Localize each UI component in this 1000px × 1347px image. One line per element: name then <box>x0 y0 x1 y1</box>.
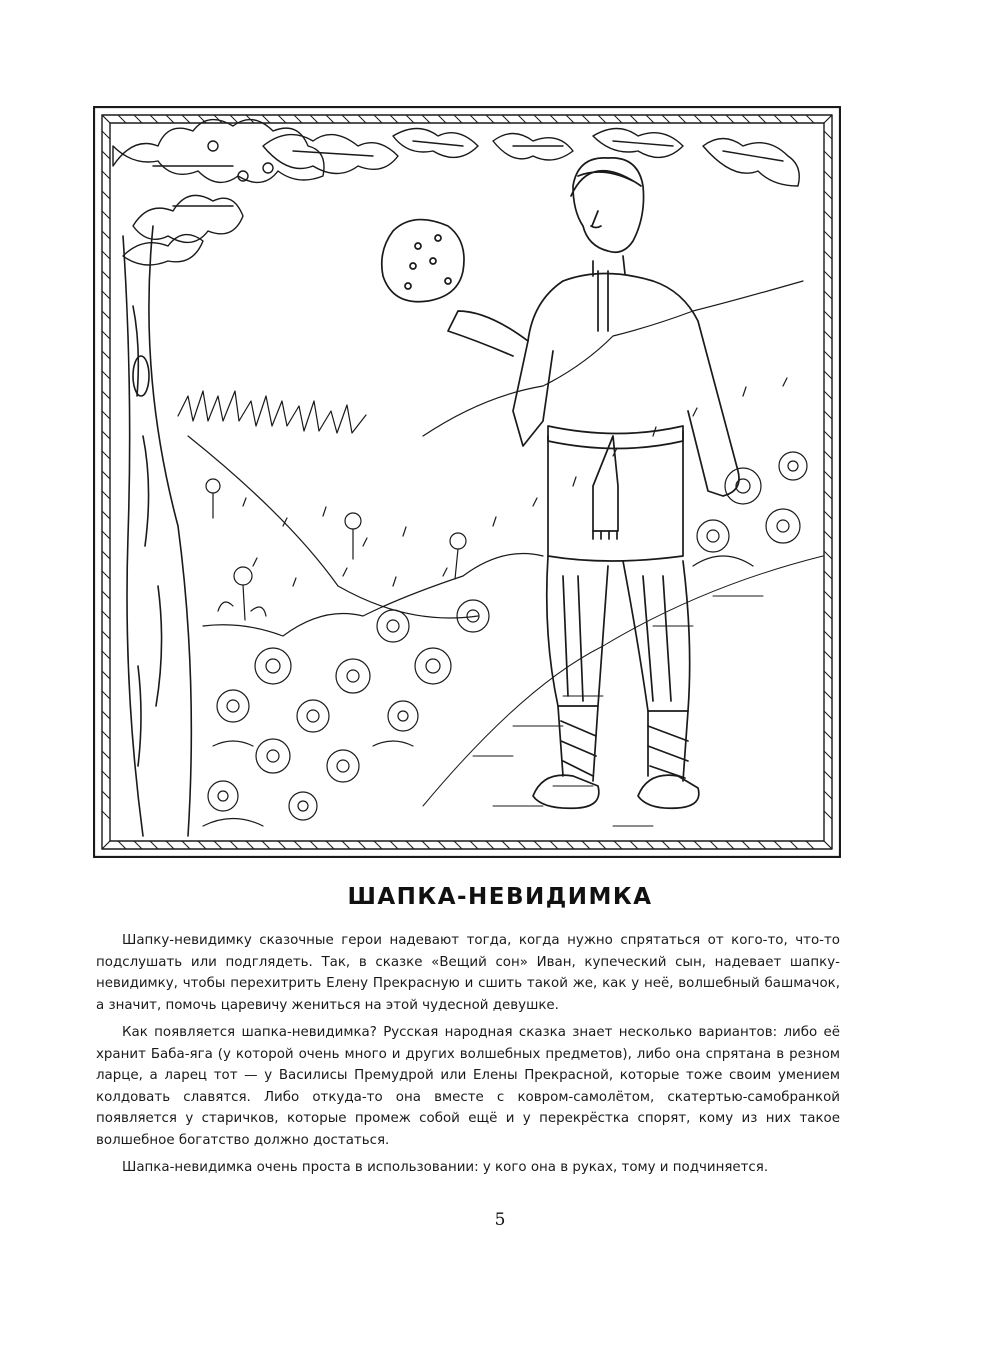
young-man <box>382 158 739 808</box>
page-number: 5 <box>494 1210 506 1230</box>
coloring-illustration-icon <box>93 106 841 858</box>
path <box>423 556 823 826</box>
flower-bushes <box>203 452 807 826</box>
paragraph: Как появляется шапка-невидимка? Русская народная сказка знает несколько вариантов: либо её хранит Баба-яга (у которой очень много и других волшебных предметов), либо она спрятана в резном ларце, а ларец тот — у Василисы Премудрой или Елены Прекрасной, которые тоже своим умением колдовать славятся. Либо откуда-то она вместе с ковром-самолётом, скатертью-самобранкой появляется у старичков, которые промеж собой ещё и у перекрёстка спорят, кому из них такое волшебное богатство должно достаться. <box>96 1025 840 1148</box>
paragraph: Шапку-невидимку сказочные герои надевают тогда, когда нужно спрятаться от кого-то, что-то подслушать или подглядеть. Так, в сказке «Вещий сон» Иван, купеческий сын, надевает шапку-невидимку, чтобы перехитрить Елену Прекрасную и сшить такой же, как у неё, волшебный башмачок, а значит, помочь царевичу жениться на этой чудесной девушке. <box>96 933 840 1013</box>
meadow <box>178 281 803 636</box>
oak-trunk <box>123 226 191 836</box>
body-text <box>96 930 840 1185</box>
oak-leaves <box>113 120 799 265</box>
frame-border <box>94 107 840 857</box>
page-title: ШАПКА-НЕВИДИМКА <box>347 884 653 910</box>
invisibility-hat <box>382 220 464 302</box>
illustration <box>93 106 841 858</box>
paragraph: Шапка-невидимка очень проста в использовании: у кого она в руках, тому и подчиняется. <box>122 1160 769 1175</box>
